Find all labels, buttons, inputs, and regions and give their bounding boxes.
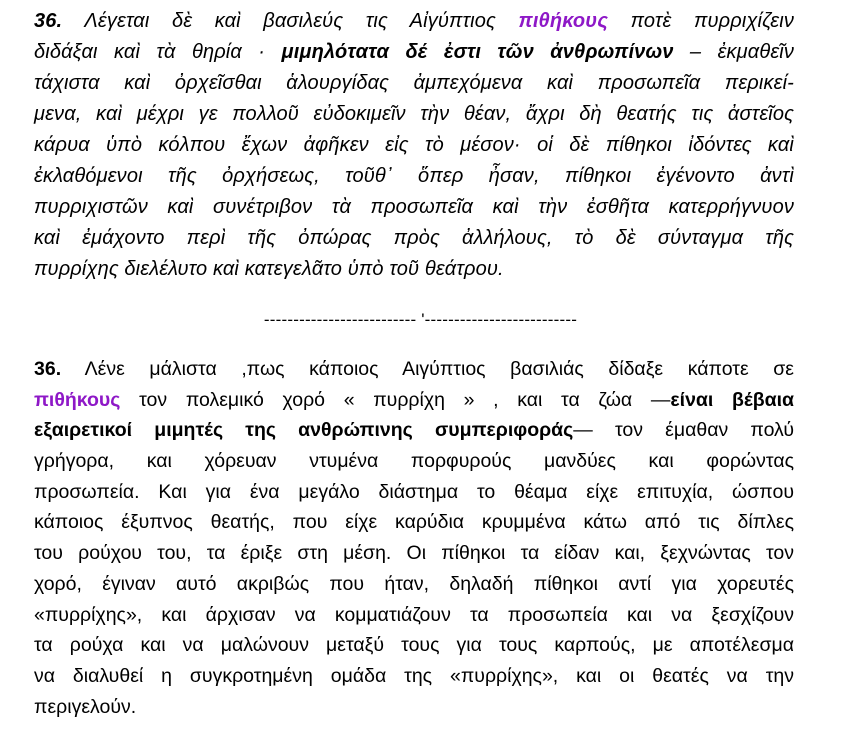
modern-line-3-tail: — τον έμαθαν πολύ bbox=[573, 419, 794, 442]
modern-line-6: κάποιος έξυπνος θεατής, που είχε καρύδια κρυμμένα κάτω από τις δίπλες bbox=[34, 511, 794, 534]
ancient-line-8: καὶ ἐμάχοντο περὶ τῆς ὀπώρας πρὸς ἀλλήλους, τὸ δὲ σύνταγμα τῆς bbox=[34, 227, 794, 249]
modern-line-4: γρήγορα, και χόρευαν ντυμένα πορφυρούς μανδύες και φορώντας bbox=[34, 450, 794, 473]
ancient-line-1 bbox=[34, 6, 794, 37]
modern-line-2-text: τον πολεμικό χορό « πυρρίχη » , και τα ζώα — bbox=[120, 388, 671, 411]
keyword-highlight: πιθήκους bbox=[34, 388, 121, 411]
paragraph-number: 36. bbox=[34, 10, 63, 32]
ancient-line-3: τάχιστα καὶ ὀρχεῖσθαι ἁλουργίδας ἀμπεχόμενα καὶ προσωπεῖα περικεί- bbox=[34, 72, 794, 94]
modern-line-12: περιγελούν. bbox=[34, 695, 137, 718]
ancient-line-6: ἐκλαθόμενοι τῆς ὀρχήσεως, τοῦθ᾽ ὅπερ ἦσαν, πίθηκοι ἐγένοντο ἀντὶ bbox=[34, 165, 794, 187]
ancient-line-4: μενα, καὶ μέχρι γε πολλοῦ εὐδοκιμεῖν τὴν θέαν, ἄχρι δὴ θεατής τις ἀστεῖος bbox=[34, 103, 794, 125]
ancient-line-5: κάρυα ὑπὸ κόλπου ἔχων ἀφῆκεν εἰς τὸ μέσον· οἱ δὲ πίθηκοι ἰδόντες καὶ bbox=[34, 134, 794, 156]
keyword-highlight: πιθήκους bbox=[518, 10, 609, 32]
ancient-line-9: πυρρίχης διελέλυτο καὶ κατεγελᾶτο ὑπὸ τοῦ θεάτρου. bbox=[34, 258, 504, 280]
modern-line-10: τα ρούχα και να μαλώνουν μεταξύ τους για τους καρπούς, με αποτέλεσμα bbox=[34, 634, 794, 657]
ancient-line-2 bbox=[34, 37, 794, 68]
modern-line-11: να διαλυθεί η συγκροτημένη ομάδα της «πυρρίχης», και οι θεατές να την bbox=[34, 664, 794, 687]
ancient-greek-paragraph bbox=[34, 6, 794, 285]
ancient-line-7: πυρριχιστῶν καὶ συνέτριβον τὰ προσωπεῖα καὶ τὴν ἐσθῆτα κατερρήγνυον bbox=[34, 196, 794, 218]
ancient-bold-phrase: μιμηλότατα δέ ἐστι τῶν ἀνθρωπίνων bbox=[281, 41, 674, 63]
modern-line-1-text: Λένε μάλιστα ,πως κάποιος Αιγύπτιος βασιλιάς δίδαξε κάποτε σε bbox=[61, 358, 794, 380]
paragraph-number: 36. bbox=[34, 358, 62, 380]
ancient-line-1-text: Λέγεται δὲ καὶ βασιλεύς τις Αἰγύπτιος bbox=[62, 10, 519, 32]
modern-line-3 bbox=[34, 415, 794, 446]
ancient-line-2-text: διδάξαι καὶ τὰ θηρία · bbox=[34, 41, 282, 63]
ancient-line-2-tail: – ἐκμαθεῖν bbox=[673, 41, 794, 63]
modern-line-1 bbox=[34, 354, 794, 385]
modern-line-8: χορό, έγιναν αυτό ακριβώς που ήταν, δηλαδή πίθηκοι αντί για χορευτές bbox=[34, 572, 794, 595]
modern-line-2 bbox=[34, 385, 794, 416]
modern-line-7: του ρούχου του, τα έριξε στη μέση. Οι πίθηκοι τα είδαν και, ξεχνώντας τον bbox=[34, 542, 794, 565]
modern-bold-phrase-start: είναι βέβαια bbox=[670, 388, 794, 411]
ancient-line-1-tail: ποτὲ πυρριχίζειν bbox=[608, 10, 794, 32]
modern-bold-phrase: εξαιρετικοί μιμητές της ανθρώπινης συμπεριφοράς bbox=[34, 419, 574, 442]
modern-line-9: «πυρρίχης», και άρχισαν να κομματιάζουν τα προσωπεία και να ξεσχίζουν bbox=[34, 603, 794, 626]
modern-line-5: προσωπεία. Και για ένα μεγάλο διάστημα το θέαμα είχε επιτυχία, ώσπου bbox=[34, 480, 794, 503]
modern-greek-paragraph bbox=[34, 354, 794, 722]
section-separator: -------------------------- '-------------------------- bbox=[263, 310, 578, 329]
